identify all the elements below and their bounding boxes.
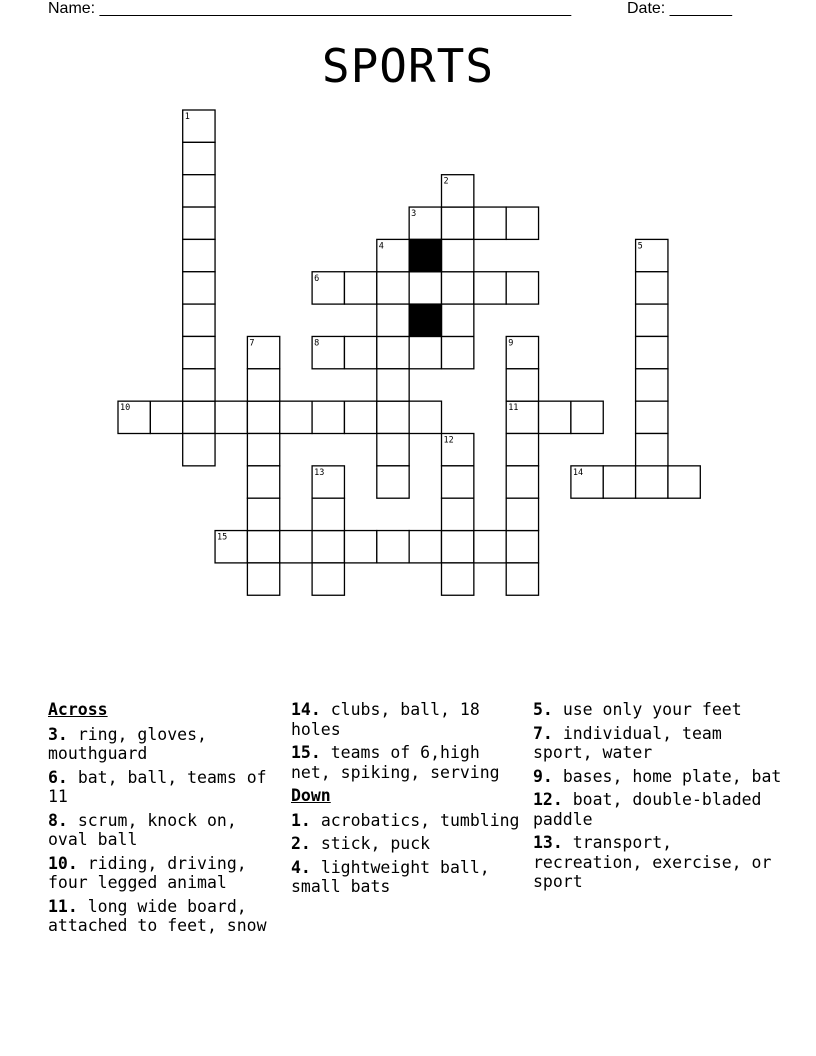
clue-text: boat, double-bladed paddle (533, 790, 762, 829)
grid-cell[interactable] (409, 272, 441, 304)
grid-cell[interactable] (442, 498, 474, 530)
cell-number: 2 (443, 176, 449, 187)
clue-text: scrum, knock on, oval ball (48, 810, 237, 849)
clue-number: 12. (533, 790, 563, 809)
clue-text: acrobatics, tumbling (320, 810, 520, 830)
grid-cell-blocked (409, 304, 441, 336)
clue-across-3 (48, 725, 284, 764)
grid-cell[interactable] (506, 434, 538, 466)
grid-cell[interactable] (377, 401, 409, 433)
clue-across-14 (291, 700, 527, 739)
grid-cell[interactable] (377, 304, 409, 336)
grid-cell[interactable] (377, 272, 409, 304)
grid-cell[interactable] (247, 401, 279, 433)
grid-cell[interactable] (442, 272, 474, 304)
grid-cell[interactable] (442, 531, 474, 563)
clue-column-3 (533, 700, 783, 896)
clue-across-15 (291, 743, 527, 782)
cell-number: 15 (217, 532, 228, 543)
cell-number: 4 (378, 241, 384, 252)
cell-number: 14 (572, 467, 584, 478)
grid-cell[interactable] (474, 272, 506, 304)
clue-down-2 (291, 834, 527, 854)
grid-cell[interactable] (150, 401, 182, 433)
grid-cell[interactable] (668, 466, 700, 498)
clue-number: 6. (48, 767, 68, 787)
clue-column-2 (291, 700, 527, 901)
across-heading: Across (48, 700, 108, 719)
clue-down-1 (291, 811, 527, 831)
clue-number: 15. (291, 743, 321, 762)
clue-number: 9. (533, 766, 553, 786)
clue-across-10 (48, 854, 284, 893)
grid-cell[interactable] (506, 272, 538, 304)
grid-cell[interactable] (183, 434, 215, 466)
grid-cell[interactable] (409, 401, 441, 433)
grid-cell[interactable] (183, 239, 215, 271)
down-heading: Down (291, 786, 331, 805)
clue-across-11 (48, 897, 284, 936)
grid-cell[interactable] (247, 498, 279, 530)
grid-cell[interactable] (312, 401, 344, 433)
grid-cell[interactable] (247, 531, 279, 563)
clue-down-4 (291, 858, 527, 897)
grid-cell[interactable] (506, 207, 538, 239)
grid-cell[interactable] (280, 531, 312, 563)
grid-cell[interactable] (312, 531, 344, 563)
grid-cell[interactable] (442, 336, 474, 368)
grid-cell[interactable] (377, 434, 409, 466)
clue-number: 14. (291, 700, 321, 719)
grid-cell[interactable] (636, 336, 668, 368)
grid-cell[interactable] (247, 369, 279, 401)
clue-text: bases, home plate, bat (562, 766, 782, 786)
grid-cell[interactable] (506, 498, 538, 530)
clue-number: 11. (48, 896, 78, 916)
clue-down-5 (533, 700, 783, 720)
grid-cell[interactable] (442, 466, 474, 498)
grid-cell[interactable] (636, 272, 668, 304)
clue-number: 8. (48, 810, 68, 830)
clue-number: 10. (48, 853, 78, 873)
clue-text: teams of 6,high net, spiking, serving (291, 743, 500, 782)
clue-text: bat, ball, teams of 11 (48, 767, 267, 806)
grid-cell[interactable] (636, 304, 668, 336)
grid-cell[interactable] (247, 434, 279, 466)
grid-cell[interactable] (506, 466, 538, 498)
grid-cell[interactable] (183, 272, 215, 304)
grid-cell[interactable] (312, 498, 344, 530)
clue-number: 1. (291, 810, 311, 830)
clue-across-8 (48, 811, 284, 850)
grid-cell[interactable] (442, 207, 474, 239)
grid-cell[interactable] (506, 531, 538, 563)
cell-number: 5 (637, 241, 643, 252)
grid-cell[interactable] (636, 369, 668, 401)
cell-number: 6 (314, 273, 320, 284)
cell-number: 12 (443, 435, 454, 446)
grid-cell[interactable] (442, 304, 474, 336)
clue-text: riding, driving, four legged animal (48, 853, 247, 892)
grid-cell[interactable] (409, 336, 441, 368)
grid-cell[interactable] (344, 272, 376, 304)
cell-number: 3 (411, 209, 417, 220)
clue-number: 2. (291, 834, 311, 853)
clue-text: long wide board, attached to feet, snow (48, 896, 267, 935)
grid-cell[interactable] (247, 563, 279, 595)
clue-number: 5. (533, 700, 553, 719)
grid-cell[interactable] (409, 531, 441, 563)
grid-cell[interactable] (183, 175, 215, 207)
clue-down-13 (533, 833, 783, 892)
grid-cell[interactable] (571, 401, 603, 433)
cell-number: 10 (120, 403, 131, 414)
date-field-label[interactable]: Date: _______ (627, 0, 732, 17)
grid-cell[interactable] (377, 531, 409, 563)
grid-cell[interactable] (183, 336, 215, 368)
cell-number: 7 (249, 338, 255, 349)
cell-number: 1 (184, 112, 190, 122)
clue-across-6 (48, 768, 284, 807)
clue-number: 13. (533, 833, 563, 852)
clue-text: use only your feet (562, 700, 742, 719)
grid-cell[interactable] (183, 207, 215, 239)
cell-number: 9 (508, 338, 514, 349)
grid-cell[interactable] (377, 466, 409, 498)
clue-number: 3. (48, 724, 68, 744)
cell-number: 13 (314, 467, 325, 478)
grid-cell[interactable] (215, 401, 247, 433)
grid-cell[interactable] (636, 401, 668, 433)
name-field-label[interactable]: Name: _____________________________________________________ (48, 0, 572, 17)
grid-cell[interactable] (636, 434, 668, 466)
grid-cell[interactable] (474, 531, 506, 563)
grid-cell[interactable] (377, 336, 409, 368)
grid-cell[interactable] (636, 466, 668, 498)
grid-cell[interactable] (377, 369, 409, 401)
grid-cell[interactable] (474, 207, 506, 239)
grid-cell[interactable] (312, 563, 344, 595)
clue-number: 7. (533, 723, 553, 743)
grid-cell[interactable] (506, 369, 538, 401)
cell-number: 8 (314, 338, 320, 349)
grid-cell[interactable] (344, 336, 376, 368)
clue-down-7 (533, 724, 783, 763)
grid-cell[interactable] (183, 304, 215, 336)
grid-cell[interactable] (506, 563, 538, 595)
clue-down-12 (533, 790, 783, 829)
grid-cell[interactable] (280, 401, 312, 433)
grid-cell[interactable] (344, 531, 376, 563)
clue-text: lightweight ball, small bats (291, 857, 490, 896)
grid-cell[interactable] (344, 401, 376, 433)
clue-text: individual, team sport, water (533, 723, 722, 762)
cell-number: 11 (508, 403, 519, 414)
clue-text: ring, gloves, mouthguard (48, 724, 207, 763)
clue-text: clubs, ball, 18 holes (291, 700, 480, 739)
grid-cell[interactable] (539, 401, 571, 433)
clue-text: transport, recreation, exercise, or sport (533, 833, 772, 891)
clue-down-9 (533, 767, 783, 787)
grid-cell[interactable] (603, 466, 635, 498)
grid-cell[interactable] (183, 401, 215, 433)
grid-cell[interactable] (247, 466, 279, 498)
clue-text: stick, puck (320, 834, 431, 853)
grid-cell-blocked (409, 239, 441, 271)
grid-cell[interactable] (442, 563, 474, 595)
clue-number: 4. (291, 857, 311, 877)
grid-cell[interactable] (183, 142, 215, 174)
grid-cell[interactable] (442, 239, 474, 271)
grid-cell[interactable] (183, 369, 215, 401)
page-title: SPORTS (321, 39, 495, 93)
clue-column-1 (48, 700, 284, 940)
